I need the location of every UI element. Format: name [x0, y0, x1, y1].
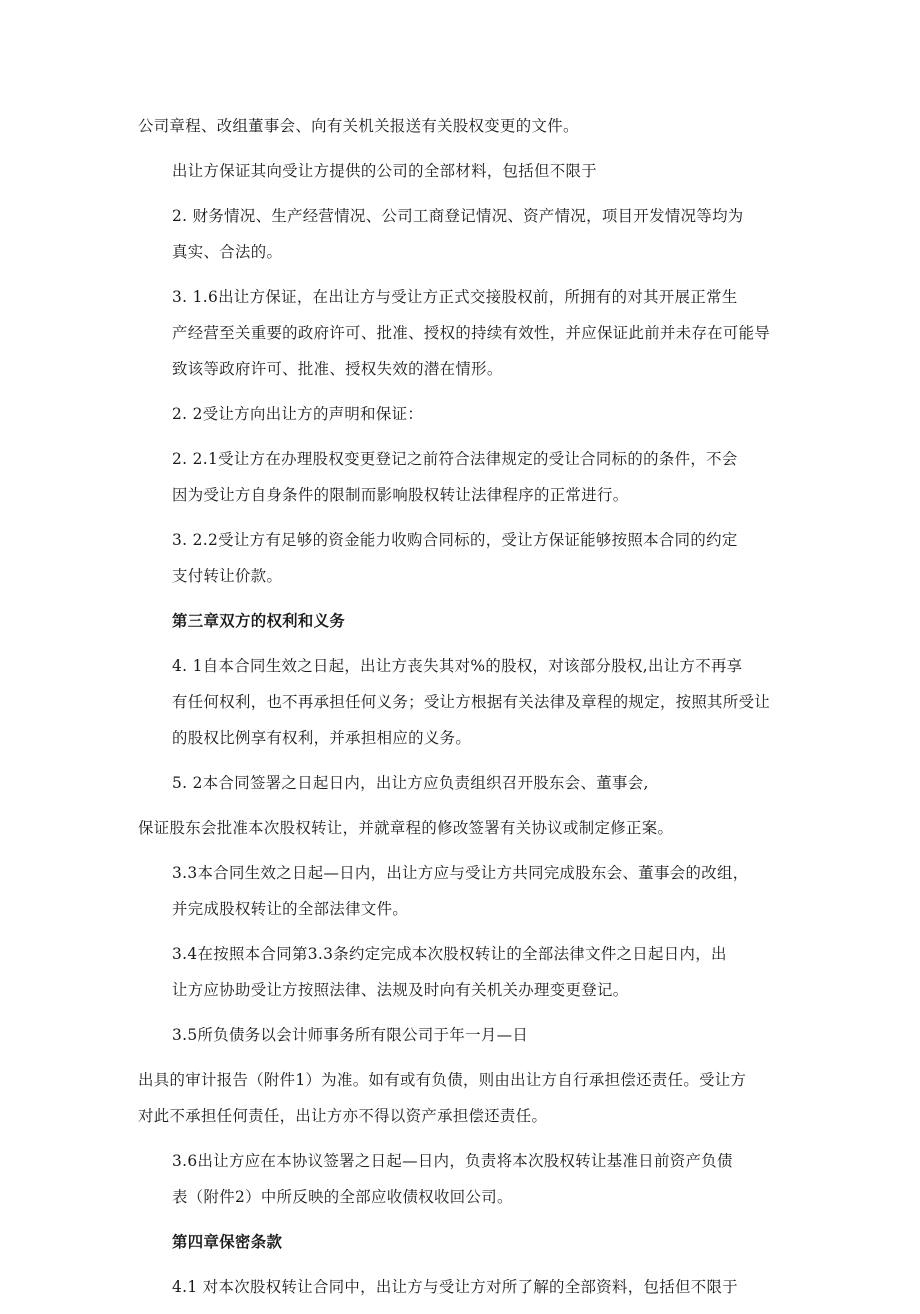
- paragraph-debts-audit: 3.5所负债务以会计师事务所有限公司于年一月—日: [172, 1026, 529, 1044]
- paragraph-company-charter: 公司章程、改组董事会、向有关机关报送有关股权变更的文件。: [138, 117, 579, 135]
- paragraph-government-permits: 3. 1.6出让方保证，在出让方与受让方正式交接股权前，所拥有的对其开展正常生 产经营至关重要的政府许可、批准、授权的持续有效性，并应保证此前并未存在可能导 致该等政府许可、批准、授权失效的潜在情形。: [172, 288, 771, 378]
- paragraph-financial-status: 2. 财务情况、生产经营情况、公司工商登记情况、资产情况，项目开发情况等均为 真实、合法的。: [172, 207, 744, 261]
- paragraph-board-reorganization: 3.3本合同生效之日起—日内，出让方应与受让方共同完成股东会、董事会的改组， 并完成股权转让的全部法律文件。: [172, 864, 749, 918]
- paragraph-transferee-funds: 3. 2.2受让方有足够的资金能力收购合同标的，受让方保证能够按照本合同的约定 支付转让价款。: [172, 531, 738, 585]
- paragraph-audit-report: 出具的审计报告（附件1）为准。如有或有负债，则由出让方自行承担偿还责任。受让方 对此不承担任何责任，出让方亦不得以资产承担偿还责任。: [138, 1071, 747, 1125]
- paragraph-transferee-warranties-title: 2. 2受让方向出让方的声明和保证：: [172, 405, 424, 423]
- paragraph-equity-effective: 4. 1自本合同生效之日起，出让方丧失其对%的股权，对该部分股权,出让方不再享 有任何权利，也不再承担任何义务；受让方根据有关法律及章程的规定，按照其所受让 的股权比例享有权利，并承担相应的义务。: [172, 657, 771, 747]
- paragraph-change-registration: 3.4在按照本合同第3.3条约定完成本次股权转让的全部法律文件之日起日内，出 让方应协助受让方按照法律、法规及时向有关机关办理变更登记。: [172, 945, 727, 999]
- paragraph-confidential-materials: 4.1 对本次股权转让合同中，出让方与受让方对所了解的全部资料，包括但不限于: [172, 1278, 738, 1296]
- paragraph-shareholder-approval: 保证股东会批准本次股权转让，并就章程的修改签署有关协议或制定修正案。: [138, 819, 674, 837]
- chapter-heading-rights-obligations: 第三章双方的权利和义务: [172, 612, 346, 630]
- chapter-heading-confidentiality: 第四章保密条款: [172, 1233, 283, 1251]
- paragraph-receivables: 3.6出让方应在本协议签署之日起—日内，负责将本次股权转让基准日前资产负债 表（附件2）中所反映的全部应收债权收回公司。: [172, 1152, 733, 1206]
- document-body: [138, 108, 798, 1314]
- paragraph-transferee-conditions: 2. 2.1受让方在办理股权变更登记之前符合法律规定的受让合同标的的条件，不会 因为受让方自身条件的限制而影响股权转让法律程序的正常进行。: [172, 450, 738, 504]
- paragraph-transferor-materials: 出让方保证其向受让方提供的公司的全部材料，包括但不限于: [172, 162, 597, 180]
- paragraph-shareholder-meeting: 5. 2本合同签署之日起日内，出让方应负责组织召开股东会、董事会,: [172, 774, 649, 792]
